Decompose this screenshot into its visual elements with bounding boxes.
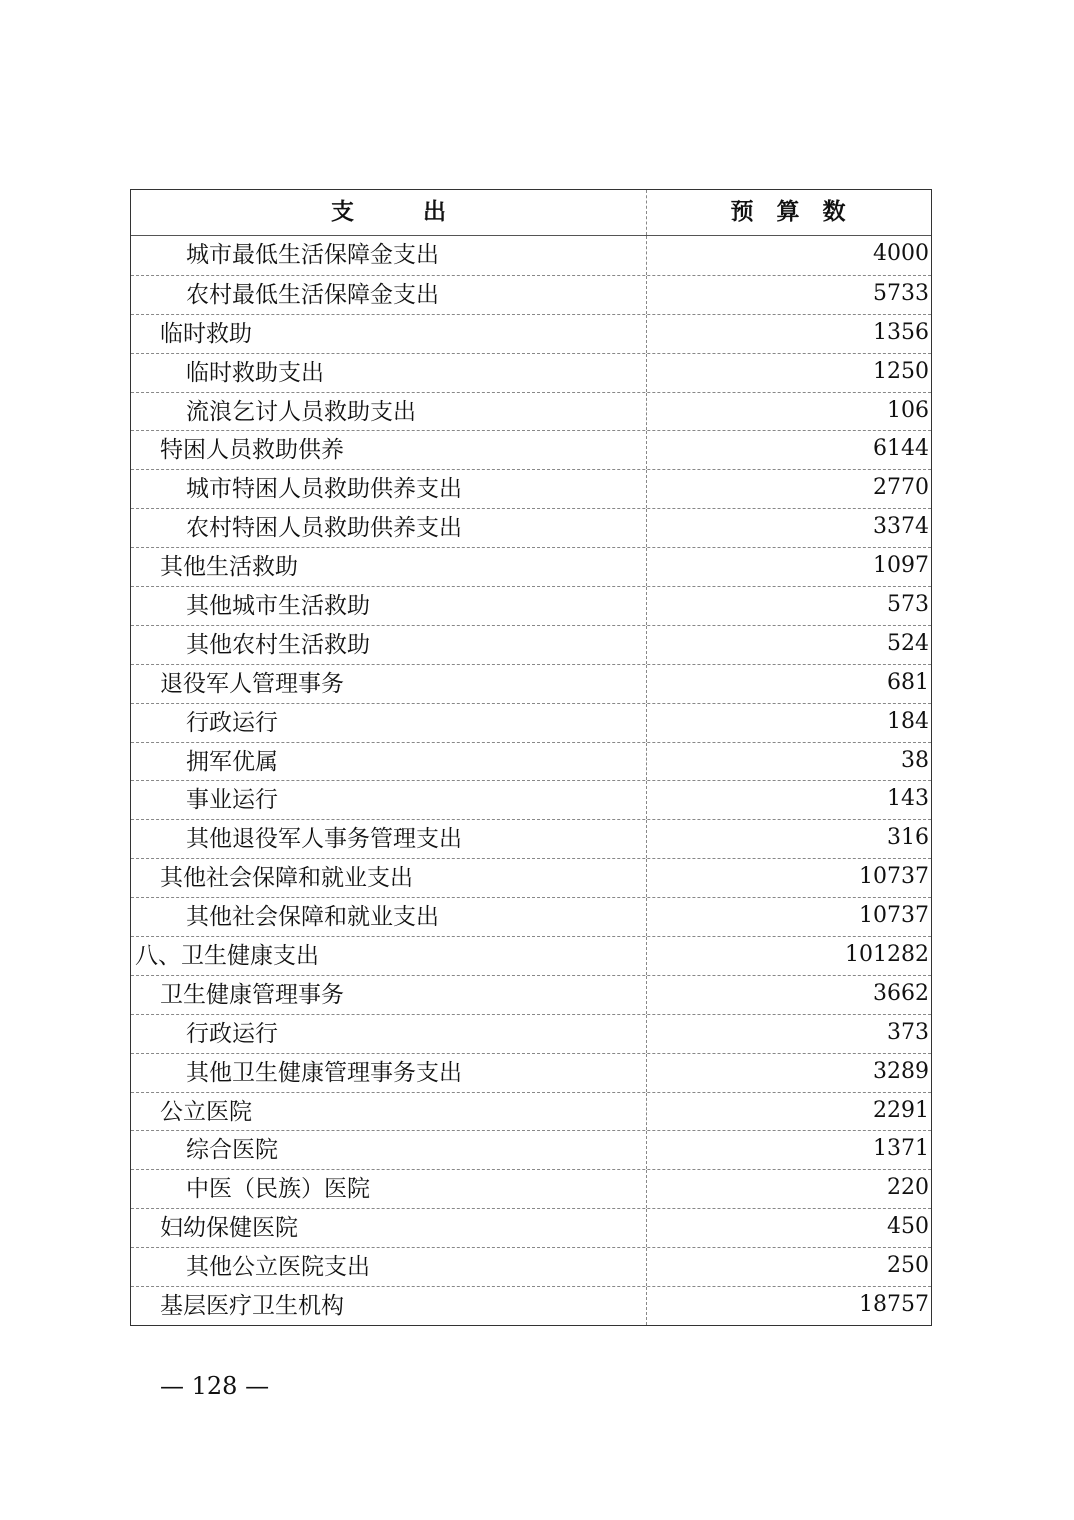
table-header — [131, 190, 931, 236]
row-value: 106 — [887, 397, 929, 423]
table-row — [131, 275, 931, 314]
row-value: 10737 — [859, 903, 929, 929]
row-label: 城市最低生活保障金支出 — [131, 236, 647, 275]
table-row — [131, 703, 931, 742]
header-budget: 预 算 数 — [730, 199, 846, 225]
row-value: 3374 — [873, 514, 929, 540]
row-value: 10737 — [859, 864, 929, 890]
table-row — [131, 819, 931, 858]
row-value: 2770 — [873, 475, 929, 501]
row-label: 行政运行 — [131, 1015, 647, 1053]
table-row — [131, 742, 931, 781]
row-value: 2291 — [873, 1097, 929, 1123]
row-label: 农村最低生活保障金支出 — [131, 276, 647, 314]
row-value: 1250 — [873, 358, 929, 384]
row-value: 184 — [887, 708, 929, 734]
table-body — [131, 236, 931, 1325]
table-row — [131, 975, 931, 1014]
row-label: 基层医疗卫生机构 — [131, 1287, 647, 1325]
row-label: 退役军人管理事务 — [131, 665, 647, 703]
table-row — [131, 547, 931, 586]
table-row — [131, 314, 931, 353]
row-label: 综合医院 — [131, 1131, 647, 1169]
row-label: 农村特困人员救助供养支出 — [131, 509, 647, 547]
table-row — [131, 897, 931, 936]
row-label: 八、卫生健康支出 — [131, 937, 647, 975]
row-label: 临时救助 — [131, 315, 647, 353]
row-value: 143 — [887, 786, 929, 812]
row-value: 38 — [901, 747, 929, 773]
table-row — [131, 353, 931, 392]
row-value: 450 — [887, 1214, 929, 1240]
header-expenditure: 支 出 — [131, 190, 647, 235]
table-row — [131, 1092, 931, 1131]
table-row — [131, 236, 931, 275]
row-value: 3289 — [873, 1058, 929, 1084]
table-row — [131, 430, 931, 469]
row-value: 5733 — [873, 280, 929, 306]
row-value: 573 — [887, 592, 929, 618]
row-label: 其他退役军人事务管理支出 — [131, 820, 647, 858]
row-label: 其他社会保障和就业支出 — [131, 859, 647, 897]
row-label: 妇幼保健医院 — [131, 1209, 647, 1247]
row-value: 373 — [887, 1019, 929, 1045]
row-value: 220 — [887, 1175, 929, 1201]
row-label: 事业运行 — [131, 781, 647, 819]
table-row — [131, 936, 931, 975]
row-value: 1097 — [873, 553, 929, 579]
row-label: 其他生活救助 — [131, 548, 647, 586]
row-label: 其他卫生健康管理事务支出 — [131, 1054, 647, 1092]
row-label: 特困人员救助供养 — [131, 431, 647, 469]
row-label: 其他农村生活救助 — [131, 626, 647, 664]
row-value: 681 — [887, 669, 929, 695]
page-number: — 128 — — [160, 1372, 270, 1400]
row-value: 524 — [887, 630, 929, 656]
table-row — [131, 625, 931, 664]
table-row — [131, 1053, 931, 1092]
table-row — [131, 469, 931, 508]
row-value: 1356 — [873, 319, 929, 345]
row-value: 316 — [887, 825, 929, 851]
row-label: 其他城市生活救助 — [131, 587, 647, 625]
table-row — [131, 392, 931, 431]
table-row — [131, 586, 931, 625]
row-value: 3662 — [873, 980, 929, 1006]
row-label: 行政运行 — [131, 704, 647, 742]
row-value: 6144 — [873, 436, 929, 462]
row-value: 4000 — [873, 241, 929, 266]
table-row — [131, 1208, 931, 1247]
table-row — [131, 508, 931, 547]
row-label: 拥军优属 — [131, 743, 647, 781]
row-label: 其他社会保障和就业支出 — [131, 898, 647, 936]
row-value: 101282 — [845, 942, 929, 968]
table-row — [131, 1286, 931, 1325]
table-row — [131, 858, 931, 897]
table-row — [131, 1130, 931, 1169]
table-row — [131, 1247, 931, 1286]
row-label: 卫生健康管理事务 — [131, 976, 647, 1014]
row-label: 城市特困人员救助供养支出 — [131, 470, 647, 508]
table-row — [131, 1169, 931, 1208]
table-row — [131, 1014, 931, 1053]
budget-table — [130, 189, 932, 1326]
row-label: 公立医院 — [131, 1093, 647, 1131]
row-label: 流浪乞讨人员救助支出 — [131, 393, 647, 431]
row-value: 1371 — [873, 1136, 929, 1162]
row-label: 临时救助支出 — [131, 354, 647, 392]
row-value: 18757 — [859, 1292, 929, 1318]
row-label: 其他公立医院支出 — [131, 1248, 647, 1286]
table-row — [131, 664, 931, 703]
row-value: 250 — [887, 1253, 929, 1279]
table-row — [131, 780, 931, 819]
row-label: 中医（民族）医院 — [131, 1170, 647, 1208]
